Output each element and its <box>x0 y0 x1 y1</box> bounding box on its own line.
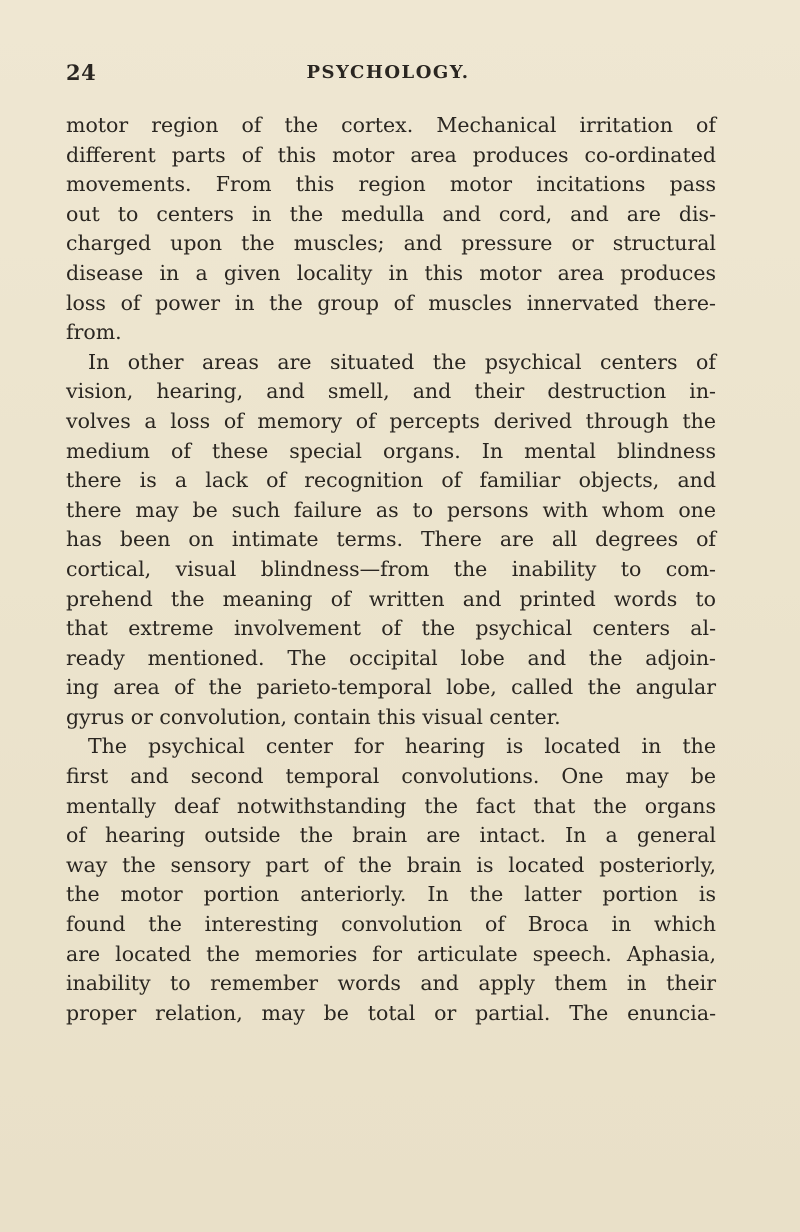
text-line: motor region of the cortex. Mechanical irritation of <box>66 113 716 137</box>
text-line: mentally deaf notwithstanding the fact that the organs <box>66 793 716 818</box>
text-line: of hearing outside the brain are intact. In a general <box>66 823 716 848</box>
paragraph-start-line: In other areas are situated the psychical centers of <box>88 349 716 374</box>
text-line: that extreme involvement of the psychical centers al- <box>66 616 716 641</box>
text-line: vision, hearing, and smell, and their destruction in- <box>66 379 716 404</box>
page-number: 24 <box>66 60 97 85</box>
text-line: there is a lack of recognition of familiar objects, and <box>66 468 716 493</box>
running-title: PSYCHOLOGY. <box>306 62 470 83</box>
text-line: out to centers in the medulla and cord, and are dis- <box>66 201 716 226</box>
text-line: ready mentioned. The occipital lobe and the adjoin- <box>66 645 716 670</box>
text-line: charged upon the muscles; and pressure or structural <box>66 231 716 256</box>
text-line: gyrus or convolution, contain this visual center. <box>66 704 561 729</box>
text-line: has been on intimate terms. There are all degrees of <box>66 527 716 552</box>
paragraph-start-line: The psychical center for hearing is located in the <box>88 734 716 759</box>
text-line: medium of these special organs. In mental blindness <box>66 438 716 463</box>
text-line: ing area of the parieto-temporal lobe, called the angular <box>66 675 716 700</box>
text-line: there may be such failure as to persons with whom one <box>66 497 716 522</box>
text-line: different parts of this motor area produces co-ordinated <box>66 142 716 167</box>
text-line: volves a loss of memory of percepts derived through the <box>66 408 716 433</box>
text-line: proper relation, may be total or partial. The enuncia- <box>66 1000 716 1025</box>
text-line: from. <box>66 320 122 345</box>
text-line: first and second temporal convolutions. One may be <box>66 764 716 789</box>
text-line: found the interesting convolution of Broca in which <box>66 912 716 937</box>
body-text <box>66 111 716 1028</box>
text-line: loss of power in the group of muscles innervated there- <box>66 290 716 315</box>
text-line: inability to remember words and apply them in their <box>66 971 716 996</box>
text-line: movements. From this region motor incitations pass <box>66 172 716 197</box>
running-head <box>66 60 710 90</box>
text-line: cortical, visual blindness—from the inability to com- <box>66 556 716 581</box>
text-line: the motor portion anteriorly. In the latter portion is <box>66 882 716 907</box>
text-line: are located the memories for articulate speech. Aphasia, <box>66 941 716 966</box>
text-line: way the sensory part of the brain is located posteriorly, <box>66 852 716 877</box>
text-line: disease in a given locality in this motor area produces <box>66 260 716 285</box>
text-line: prehend the meaning of written and printed words to <box>66 586 716 611</box>
